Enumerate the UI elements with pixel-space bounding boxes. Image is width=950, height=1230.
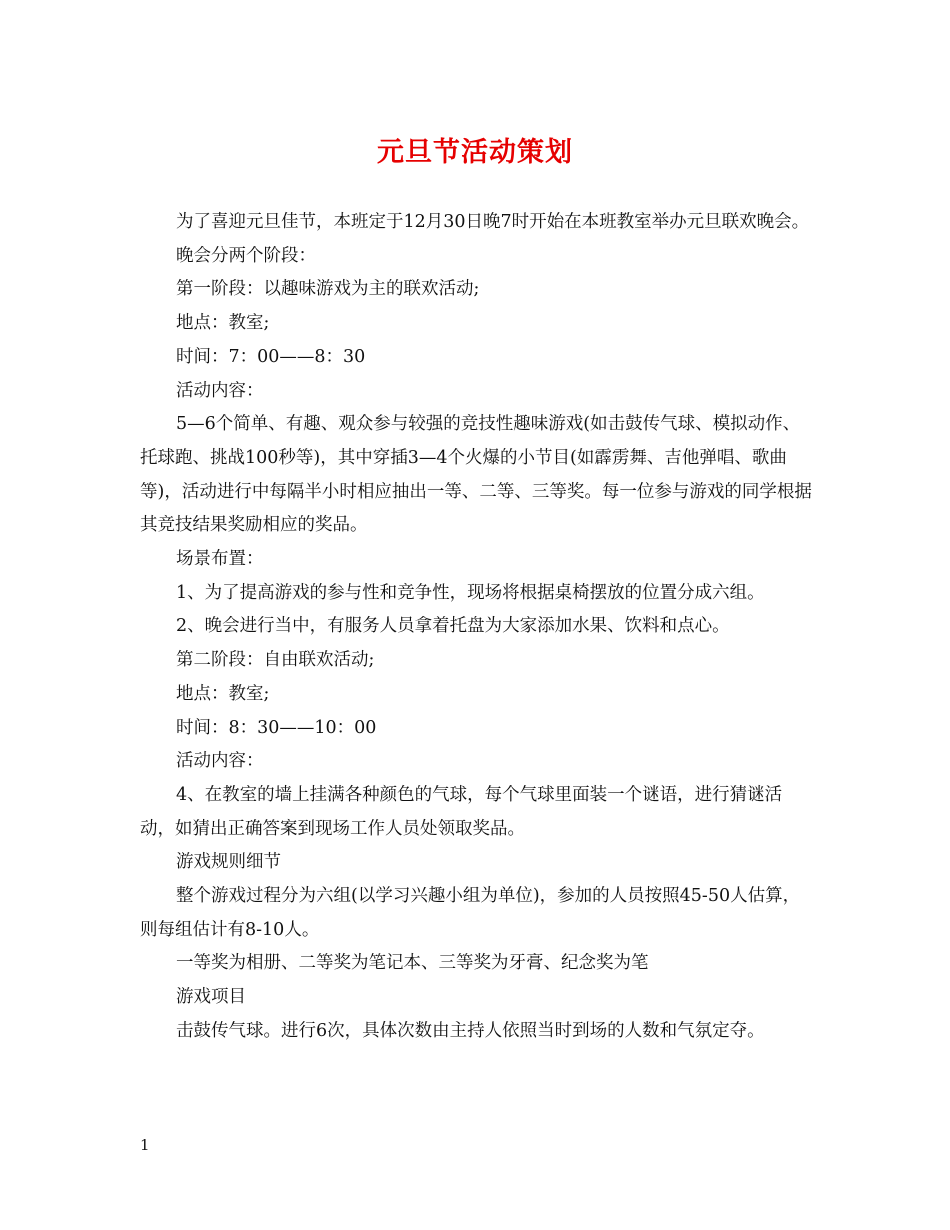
paragraph: 1、为了提高游戏的参与性和竞争性，现场将根据桌椅摆放的位置分成六组。 [176, 582, 765, 603]
paragraph: 击鼓传气球。进行6次，具体次数由主持人依照当时到场的人数和气氛定夺。 [176, 1020, 765, 1041]
paragraph: 地点：教室; [176, 313, 270, 334]
paragraph: 时间：7：00——8：30 [176, 346, 366, 367]
document-body [140, 206, 812, 1049]
paragraph: 时间：8：30——10：00 [176, 717, 377, 738]
paragraph: 活动内容： [176, 751, 264, 772]
paragraph: 晚会分两个阶段： [176, 245, 316, 266]
document-title: 元旦节活动策划 [377, 137, 573, 168]
paragraph: 游戏规则细节 [176, 852, 281, 873]
paragraph: 第二阶段：自由联欢活动; [176, 650, 375, 671]
paragraph: 4、在教室的墙上挂满各种颜色的气球，每个气球里面装一个谜语，进行猜谜活动，如猜出正确答案到现场工作人员处领取奖品。 [140, 784, 783, 839]
paragraph: 整个游戏过程分为六组(以学习兴趣小组为单位)，参加的人员按照45-50人估算，则每组估计有8-10人。 [140, 886, 801, 940]
paragraph: 游戏项目 [176, 987, 246, 1008]
page-number: 1 [140, 1136, 150, 1154]
paragraph: 地点：教室; [176, 683, 270, 704]
paragraph: 5—6个简单、有趣、观众参与较强的竞技性趣味游戏(如击鼓传气球、模拟动作、托球跑、挑战100秒等)，其中穿插3—4个火爆的小节目(如霹雳舞、吉他弹唱、歌曲等)，活动进行中每隔半小时相应抽出一等、二等、三等奖。每一位参与游戏的同学根据其竞技结果奖励相应的奖品。 [140, 414, 812, 536]
paragraph: 第一阶段：以趣味游戏为主的联欢活动; [176, 279, 480, 300]
paragraph: 一等奖为相册、二等奖为笔记本、三等奖为牙膏、纪念奖为笔 [176, 953, 649, 974]
paragraph: 场景布置： [176, 549, 264, 570]
paragraph: 2、晚会进行当中，有服务人员拿着托盘为大家添加水果、饮料和点心。 [176, 616, 730, 637]
paragraph: 为了喜迎元旦佳节，本班定于12月30日晚7时开始在本班教室举办元旦联欢晚会。 [176, 212, 810, 232]
paragraph: 活动内容： [176, 380, 264, 401]
